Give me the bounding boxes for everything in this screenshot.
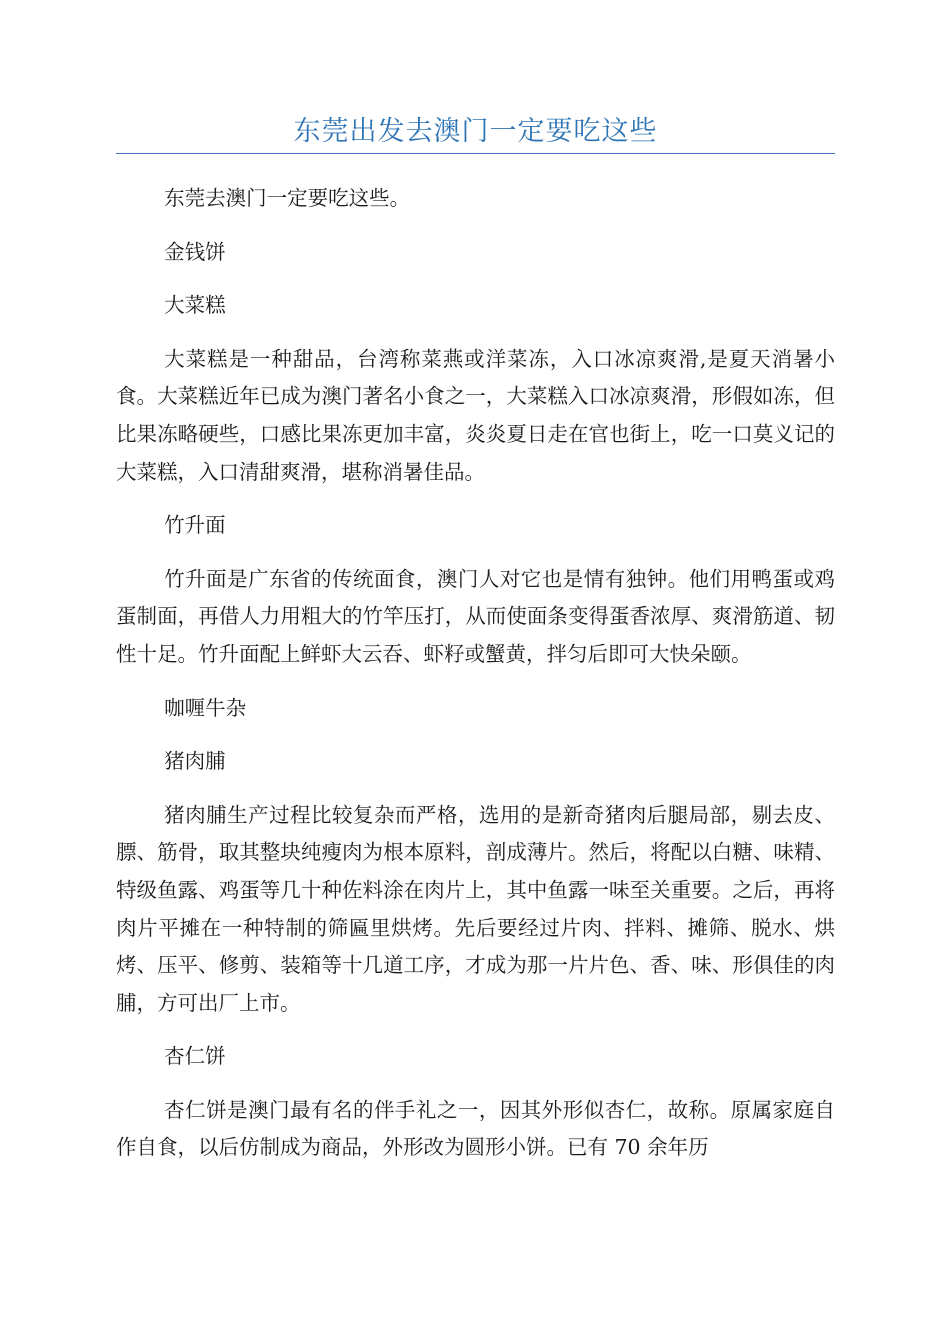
document-body bbox=[116, 180, 835, 1167]
title-underline bbox=[116, 153, 835, 154]
section-heading-jinqianbing: 金钱饼 bbox=[164, 239, 226, 264]
paragraph-dacaigao: 大菜糕是一种甜品，台湾称菜燕或洋菜冻，入口冰凉爽滑,是夏天消暑小食。大菜糕近年已成为澳门著名小食之一，大菜糕入口冰凉爽滑，形假如冻，但比果冻略硬些，口感比果冻更加丰富，炎炎夏日走在官也街上，吃一口莫义记的大菜糕，入口清甜爽滑，堪称消暑佳品。 bbox=[116, 346, 835, 484]
paragraph-zhuroufu: 猪肉脯生产过程比较复杂而严格，选用的是新奇猪肉后腿局部，剔去皮、膘、筋骨，取其整块纯瘦肉为根本原料，剖成薄片。然后，将配以白糖、味精、特级鱼露、鸡蛋等几十种佐料涂在肉片上，其中鱼露一味至关重要。之后，再将肉片平摊在一种特制的筛匾里烘烤。先后要经过片肉、拌料、摊筛、脱水、烘烤、压平、修剪、装箱等十几道工序，才成为那一片片色、香、味、形俱佳的肉脯，方可出厂上市。 bbox=[116, 802, 835, 1015]
section-heading-dacaigao: 大菜糕 bbox=[164, 293, 226, 318]
page-title: 东莞出发去澳门一定要吃这些 bbox=[293, 116, 658, 147]
paragraph-zhushengmian: 竹升面是广东省的传统面食，澳门人对它也是情有独钟。他们用鸭蛋或鸡蛋制面，再借人力用粗大的竹竿压打，从而使面条变得蛋香浓厚、爽滑筋道、韧性十足。竹升面配上鲜虾大云吞、虾籽或蟹黄，拌匀后即可大快朵颐。 bbox=[116, 566, 835, 666]
paragraph-xingrenbing: 杏仁饼是澳门最有名的伴手礼之一，因其外形似杏仁，故称。原属家庭自作自食，以后仿制成为商品，外形改为圆形小饼。已有 70 余年历 bbox=[116, 1097, 835, 1160]
section-heading-xingrenbing: 杏仁饼 bbox=[164, 1044, 226, 1069]
intro-paragraph: 东莞去澳门一定要吃这些。 bbox=[164, 186, 411, 210]
section-heading-zhushengmian: 竹升面 bbox=[164, 513, 226, 538]
section-heading-galiniuza: 咖喱牛杂 bbox=[164, 695, 247, 720]
section-heading-zhuroufu: 猪肉脯 bbox=[164, 749, 226, 774]
